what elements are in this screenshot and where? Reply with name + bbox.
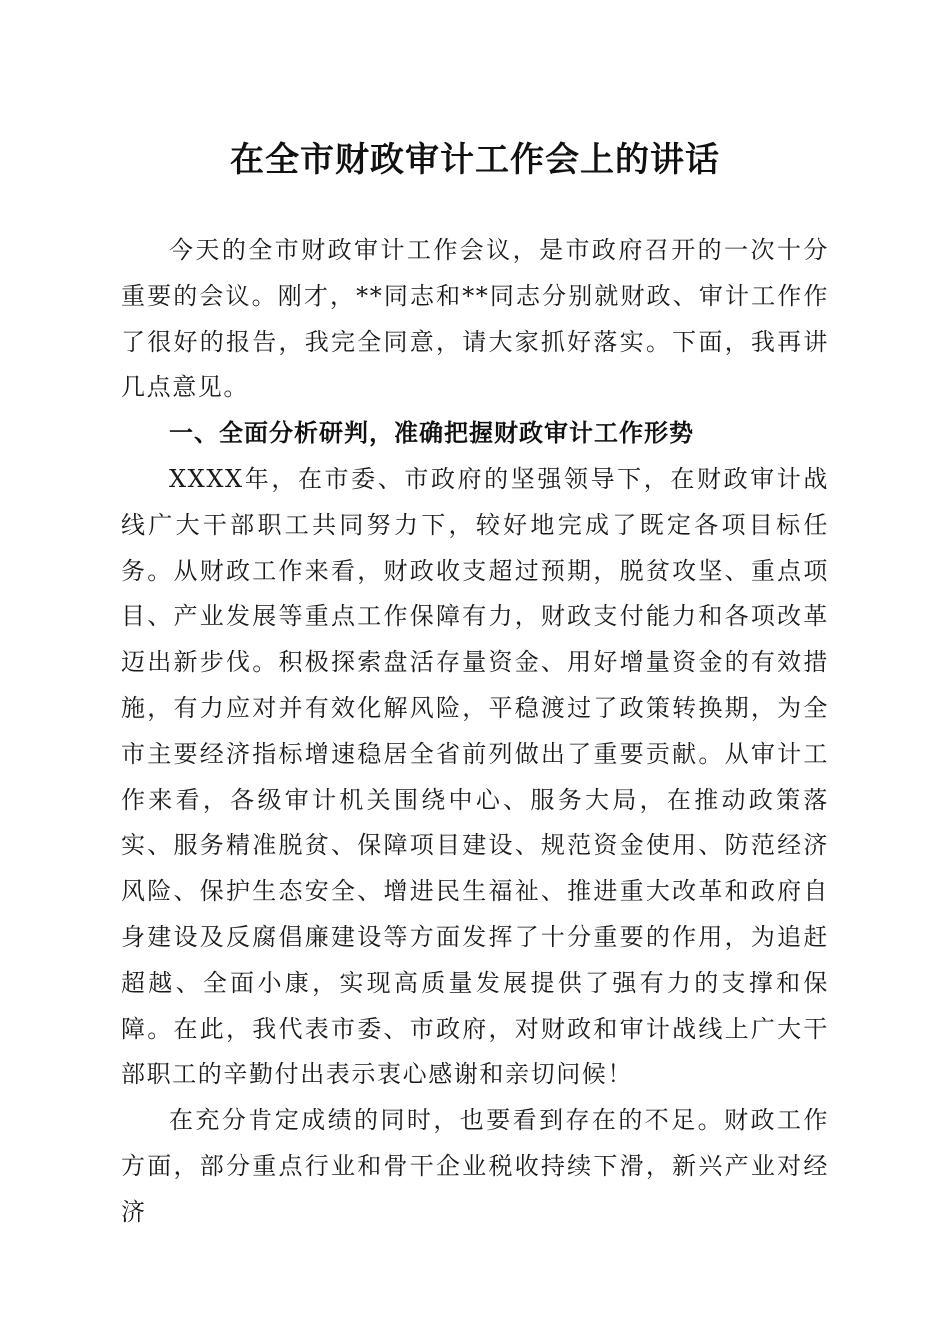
- document-body: [121, 228, 829, 1236]
- document-title: 在全市财政审计工作会上的讲话: [230, 140, 720, 180]
- achievements-paragraph: XXXX年，在市委、市政府的坚强领导下，在财政审计战线广大干部职工共同努力下，较好地完成了既定各项目标任务。从财政工作来看，财政收支超过预期，脱贫攻坚、重点项目、产业发展等重点工作保障有力，财政支付能力和各项改革迈出新步伐。积极探索盘活存量资金、用好增量资金的有效措施，有力应对并有效化解风险，平稳渡过了政策转换期，为全市主要经济指标增速稳居全省前列做出了重要贡献。从审计工作来看，各级审计机关围绕中心、服务大局，在推动政策落实、服务精准脱贫、保障项目建设、规范资金使用、防范经济风险、保护生态安全、增进民生福祉、推进重大改革和政府自身建设及反腐倡廉建设等方面发挥了十分重要的作用，为追赶超越、全面小康，实现高质量发展提供了强有力的支撑和保障。在此，我代表市委、市政府，对财政和审计战线上广大干部职工的辛勤付出表示衷心感谢和亲切问候！: [121, 464, 829, 1089]
- shortcomings-paragraph: 在充分肯定成绩的同时，也要看到存在的不足。财政工作方面，部分重点行业和骨干企业税收持续下滑，新兴产业对经济: [121, 1106, 829, 1226]
- section-heading: 一、全面分析研判，准确把握财政审计工作形势: [169, 419, 694, 448]
- intro-paragraph: 今天的全市财政审计工作会议，是市政府召开的一次十分重要的会议。刚才，**同志和**同志分别就财政、审计工作作了很好的报告，我完全同意，请大家抓好落实。下面，我再讲几点意见。: [121, 236, 829, 402]
